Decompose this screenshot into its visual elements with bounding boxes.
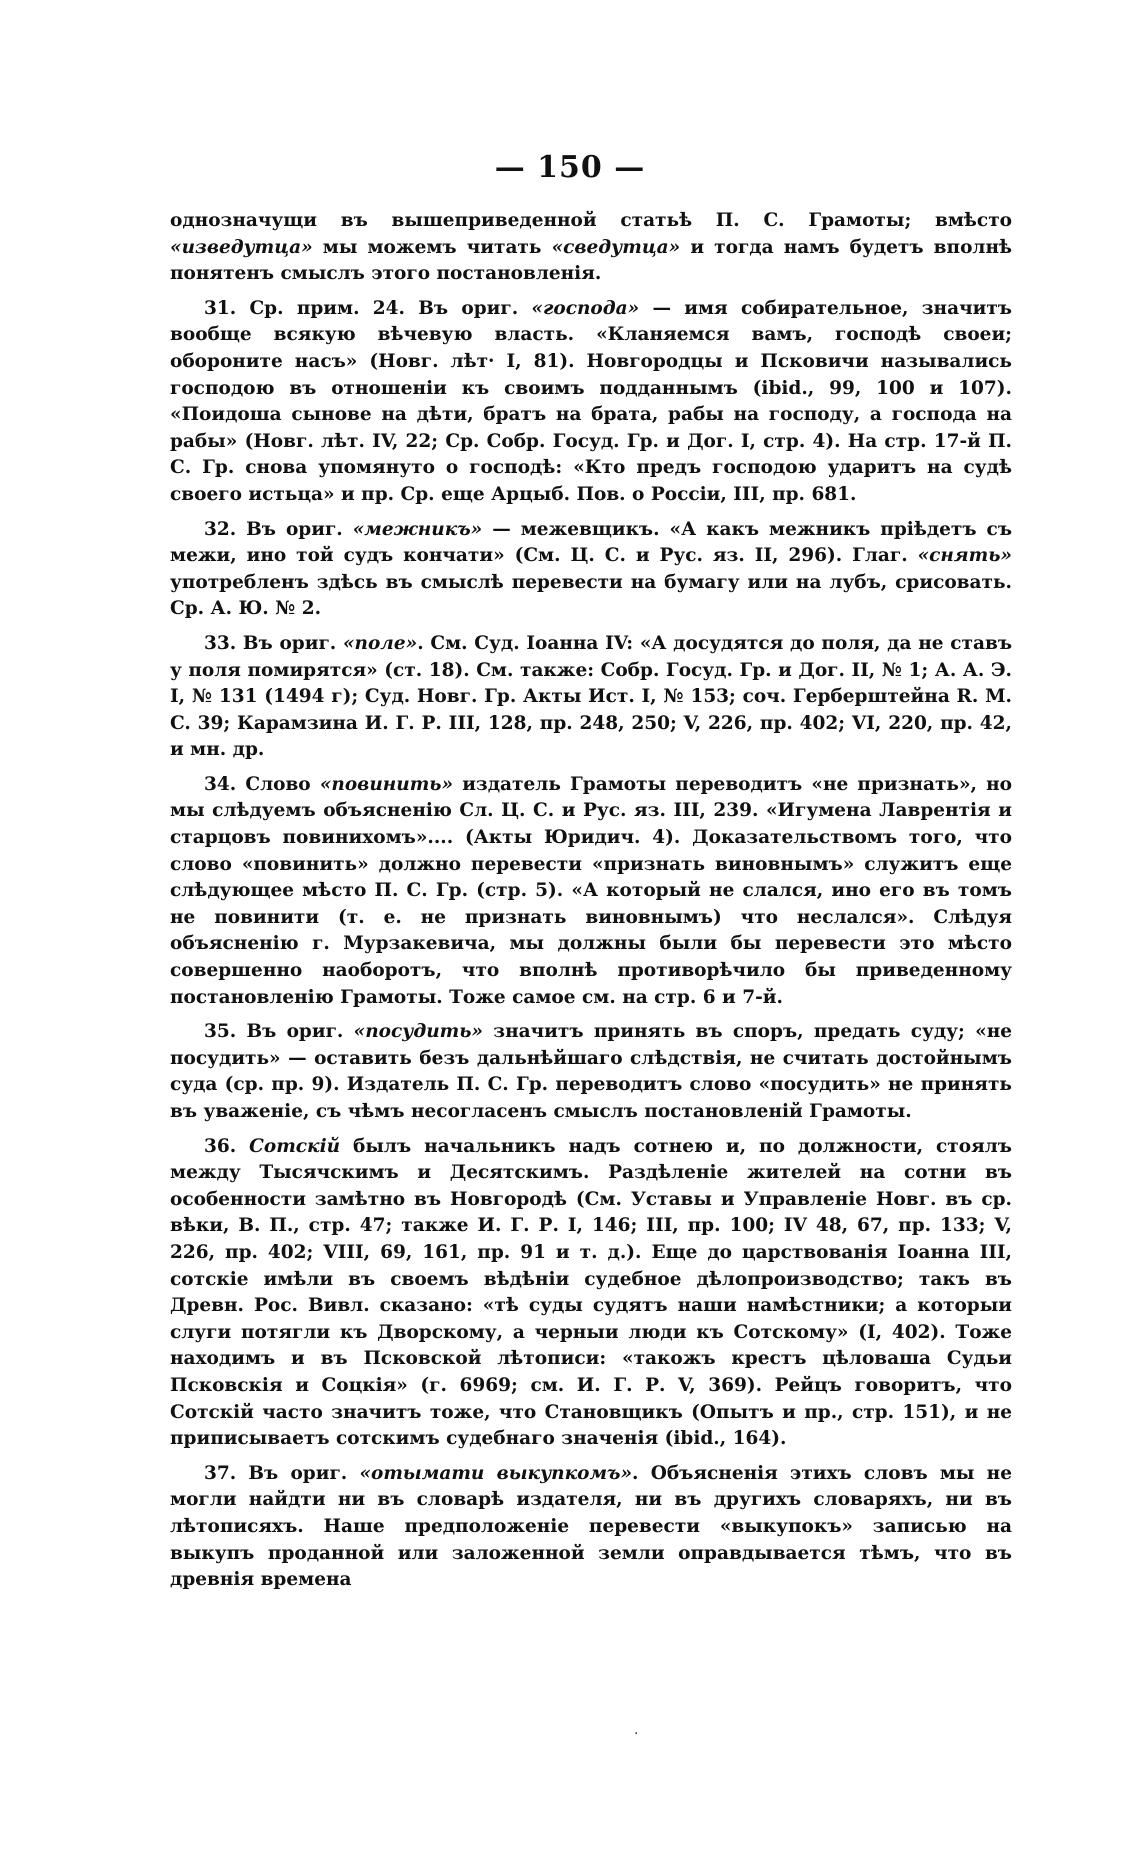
footnote-35: 35. Въ ориг. «посудить» значитъ принять въ споръ, предать суду; «не посудить» — оставить безъ дальнѣйшаго слѣдствія, не считать достойнымъ суда (ср. пр. 9). Издатель П. С. Гр. переводитъ слово «посудить» не принять въ уваженіе, съ чѣмъ несогласенъ смыслъ постановленій Грамоты. — [170, 1021, 1013, 1122]
paragraph-continuation: однозначущи въ вышеприведенной статьѣ П. С. Грамоты; вмѣсто «изведутца» мы можемъ читать «сведутца» и тогда намъ будетъ вполнѣ понятенъ смыслъ этого постановленія. — [170, 210, 1013, 285]
footnote-37: 37. Въ ориг. «отымати выкупкомъ». Объясненія этихъ словъ мы не могли найдти ни въ словарѣ издателя, ни въ другихъ словаряхъ, ни въ лѣтописяхъ. Наше предположеніе перевести «выкупокъ» записью на выкупъ проданной или заложенной земли оправдывается тѣмъ, что въ древнія времена — [170, 1462, 1012, 1591]
stray-mark: . — [634, 1722, 639, 1738]
page-number: — 150 — — [494, 150, 646, 185]
footnote-33: 33. Въ ориг. «поле». См. Суд. Іоанна IV: «А досудятся до поля, да не ставъ у поля помирятся» (ст. 18). См. также: Собр. Госуд. Гр. и Дог. II, № 1; А. А. Э. I, № 131 (1494 г); Суд. Новг. Гр. Акты Ист. I, № 153; соч. Герберштейна R. M. C. 39; Карамзина И. Г. Р. III, 128, пр. 248, 250; V, 226, пр. 402; VI, 220, пр. 42, и мн. др. — [170, 632, 1013, 761]
footnote-31: 31. Ср. прим. 24. Въ ориг. «господа» — имя собирательное, значитъ вообще всякую вѣчевую власть. «Кланяемся вамъ, господѣ своеи; обороните насъ» (Новг. лѣт· I, 81). Новгородцы и Псковичи назывались господою въ отношеніи къ своимъ подданнымъ (ibid., 99, 100 и 107). «Поидоша сынове на дѣти, братъ на брата, рабы на господу, а господа на рабы» (Новг. лѣт. IV, 22; Ср. Собр. Госуд. Гр. и Дог. I, стр. 4). На стр. 17-й П. С. Гр. снова упомянуто о господѣ: «Кто предъ господою ударитъ на судѣ своего истьца» и пр. Ср. еще Арцыб. Пов. о Россіи, III, пр. 681. — [170, 297, 1012, 505]
footnote-36: 36. Сотскій былъ начальникъ надъ сотнею и, по должности, стоялъ между Тысячскимъ и Десятскимъ. Раздѣленіе жителей на сотни въ особенности замѣтно въ Новгородѣ (См. Уставы и Управленіе Новг. въ ср. вѣки, В. П., стр. 47; также И. Г. Р. I, 146; III, пр. 100; IV 48, 67, пр. 133; V, 226, пр. 402; VIII, 69, 161, пр. 91 и т. д.). Еще до царствованія Іоанна III, сотскіе имѣли въ своемъ вѣдѣніи судебное дѣлопроизводство; такъ въ Древн. Рос. Вивл. сказано: «тѣ суды судятъ наши намѣстники; а которыи слуги потягли къ Дворскому, а черныи люди къ Сотскому» (I, 402). Тоже находимъ и въ Псковской лѣтописи: «такожъ крестъ цѣловаша Судьи Псковскія и Соцкія» (г. 6969; см. И. Г. Р. V, 369). Рейцъ говоритъ, что Сотскій часто значитъ тоже, что Становщикъ (Опытъ и пр., стр. 151), и не приписываетъ сотскимъ судебнаго значенія (ibid., 164). — [170, 1135, 1012, 1450]
footnote-32: 32. Въ ориг. «межникъ» — межевщикъ. «А какъ межникъ пріѣдетъ съ межи, ино той судъ кончати» (См. Ц. С. и Рус. яз. II, 296). Глаг. «снять» употребленъ здѣсь въ смыслѣ перевести на бумагу или на лубъ, срисовать. Ср. А. Ю. № 2. — [170, 518, 1013, 620]
footnote-34: 34. Слово «повинить» издатель Грамоты переводитъ «не признать», но мы слѣдуемъ объясненію Сл. Ц. С. и Рус. яз. III, 239. «Игумена Лаврентія и старцовъ повинихомъ».... (Акты Юридич. 4). Доказательствомъ того, что слово «повинить» должно перевести «признать виновнымъ» служитъ еще слѣдующее мѣсто П. С. Гр. (стр. 5). «А который не слался, ино его въ томъ не повинити (т. е. не признать виновнымъ) что неслался». Слѣдуя объясненію г. Мурзакевича, мы должны были бы перевести это мѣсто совершенно наоборотъ, что вполнѣ противорѣчило бы приведенному постановленію Грамоты. Тоже самое см. на стр. 6 и 7-й. — [170, 773, 1012, 1008]
body-text — [170, 208, 1012, 1602]
